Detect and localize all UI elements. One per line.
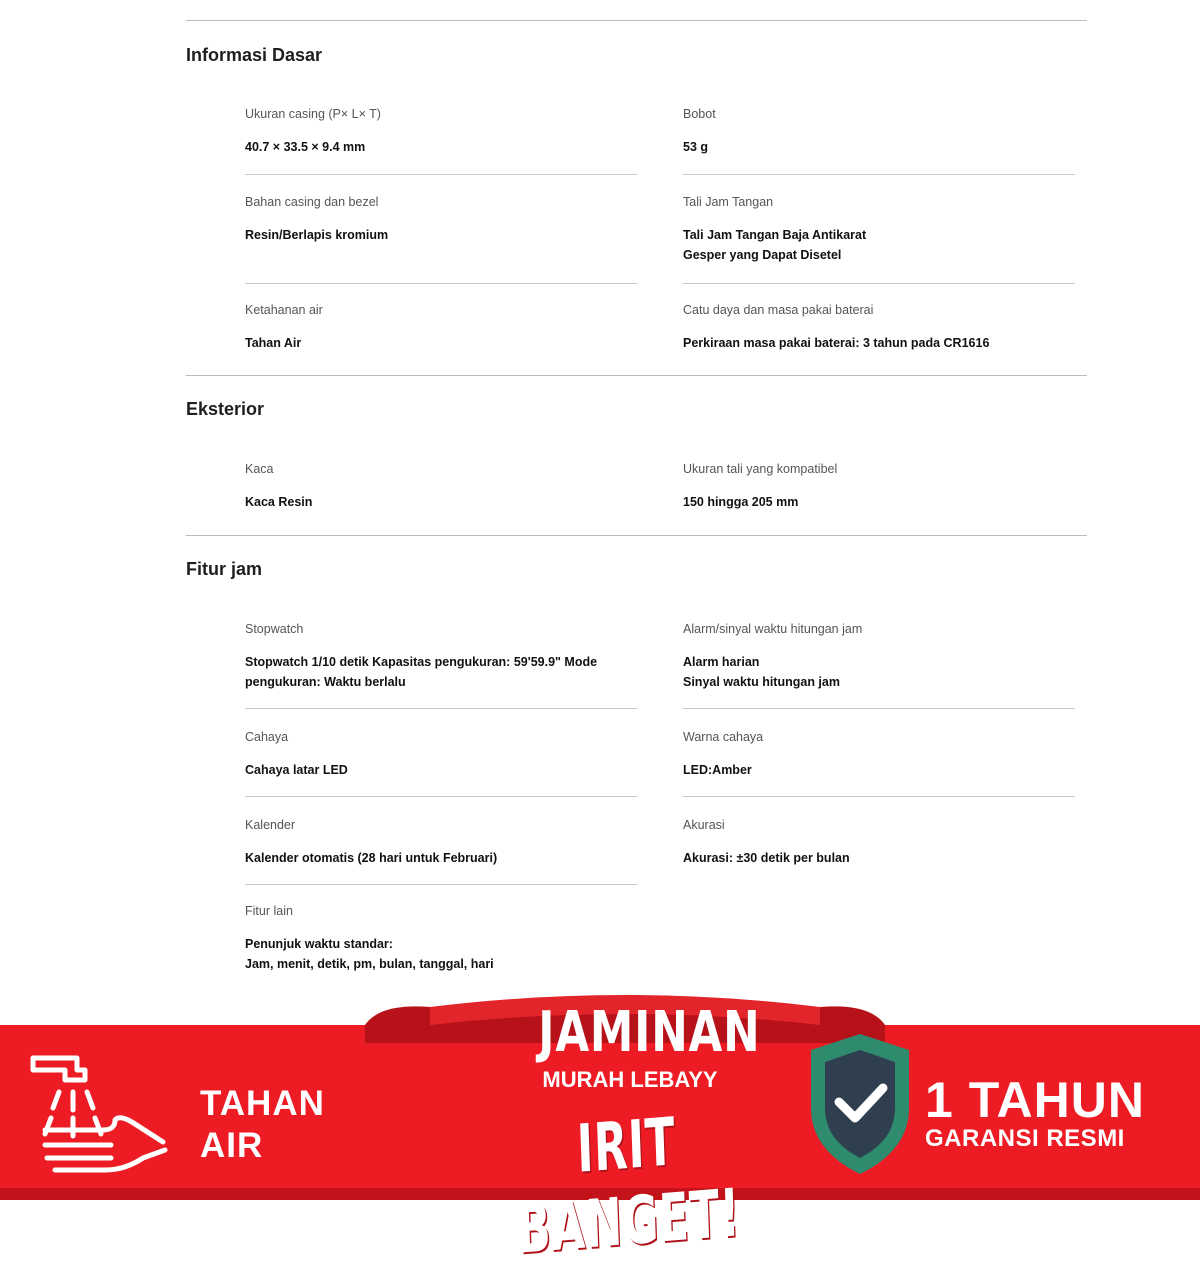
section-title-informasi-dasar: Informasi Dasar <box>186 45 323 65</box>
spec-value: Kalender otomatis (28 hari untuk Februari) <box>245 851 498 865</box>
spec-divider <box>245 283 637 284</box>
spec-label: Alarm/sinyal waktu hitungan jam <box>683 622 863 636</box>
spec-akurasi <box>683 817 1075 868</box>
spec-divider <box>683 796 1075 797</box>
spec-divider <box>245 796 637 797</box>
spec-divider <box>245 708 637 709</box>
shield-check-icon <box>805 1030 915 1178</box>
spec-label: Bahan casing dan bezel <box>245 195 379 209</box>
section-title-fitur-jam: Fitur jam <box>186 559 263 579</box>
spec-catu-daya <box>683 302 1075 353</box>
murah-lebay-tagline: MURAH LEBAYY <box>542 1067 718 1092</box>
spec-label: Warna cahaya <box>683 730 764 744</box>
section-title-eksterior: Eksterior <box>186 399 265 419</box>
spec-bahan-casing <box>245 194 637 245</box>
spec-cahaya <box>245 729 637 780</box>
spec-kalender <box>245 817 637 868</box>
spec-label: Bobot <box>683 107 716 121</box>
irit-banget-heading: IRIT BANGET! <box>516 1103 742 1269</box>
section-divider <box>186 375 1087 376</box>
spec-value: Alarm harian Sinyal waktu hitungan jam <box>683 655 840 689</box>
spec-value: 150 hingga 205 mm <box>683 495 799 509</box>
spec-divider <box>245 884 637 885</box>
spec-label: Fitur lain <box>245 904 293 918</box>
spec-bobot <box>683 106 1075 157</box>
section-divider <box>186 535 1087 536</box>
faucet-hand-icon <box>25 1050 175 1175</box>
spec-value: LED:Amber <box>683 763 752 777</box>
spec-label: Ukuran casing (P× L× T) <box>245 107 381 121</box>
spec-value: Stopwatch 1/10 detik Kapasitas pengukuran: 59'59.9" Mode pengukuran: Waktu berlalu <box>245 655 598 689</box>
spec-value: Akurasi: ±30 detik per bulan <box>683 851 850 865</box>
warranty-duration: 1 TAHUN <box>925 1072 1145 1128</box>
spec-label: Tali Jam Tangan <box>683 195 774 209</box>
spec-ketahanan-air <box>245 302 637 353</box>
jaminan-heading: JAMINAN <box>538 1000 761 1065</box>
spec-warna-cahaya <box>683 729 1075 780</box>
water-resistant-label <box>200 1083 325 1167</box>
spec-value: Penunjuk waktu standar: Jam, menit, detik, pm, bulan, tanggal, hari <box>245 937 494 971</box>
spec-ukuran-tali <box>683 461 1075 512</box>
spec-value: Cahaya latar LED <box>245 763 348 777</box>
spec-divider <box>683 174 1075 175</box>
spec-fitur-lain <box>245 903 637 974</box>
spec-value: Perkiraan masa pakai baterai: 3 tahun pada CR1616 <box>683 336 990 350</box>
spec-divider <box>245 174 637 175</box>
spec-value: Tahan Air <box>245 336 302 350</box>
spec-label: Stopwatch <box>245 622 304 636</box>
water-label-line2: AIR <box>200 1126 264 1165</box>
spec-tali-jam <box>683 194 1075 265</box>
spec-label: Ketahanan air <box>245 303 323 317</box>
spec-value: Tali Jam Tangan Baja Antikarat Gesper yang Dapat Disetel <box>683 228 867 262</box>
spec-divider <box>683 283 1075 284</box>
spec-value: 40.7 × 33.5 × 9.4 mm <box>245 140 366 154</box>
spec-value: 53 g <box>683 140 709 154</box>
spec-stopwatch <box>245 621 637 692</box>
spec-divider <box>683 708 1075 709</box>
spec-value: Kaca Resin <box>245 495 313 509</box>
spec-label: Akurasi <box>683 818 725 832</box>
spec-alarm <box>683 621 1075 692</box>
spec-label: Ukuran tali yang kompatibel <box>683 462 838 476</box>
spec-label: Catu daya dan masa pakai baterai <box>683 303 874 317</box>
top-divider <box>186 20 1087 21</box>
spec-ukuran-casing <box>245 106 637 157</box>
spec-label: Kalender <box>245 818 296 832</box>
spec-label: Kaca <box>245 462 274 476</box>
water-label-line1: TAHAN <box>200 1084 325 1123</box>
spec-value: Resin/Berlapis kromium <box>245 228 389 242</box>
spec-label: Cahaya <box>245 730 289 744</box>
spec-kaca <box>245 461 637 512</box>
warranty-label: GARANSI RESMI <box>925 1125 1125 1152</box>
